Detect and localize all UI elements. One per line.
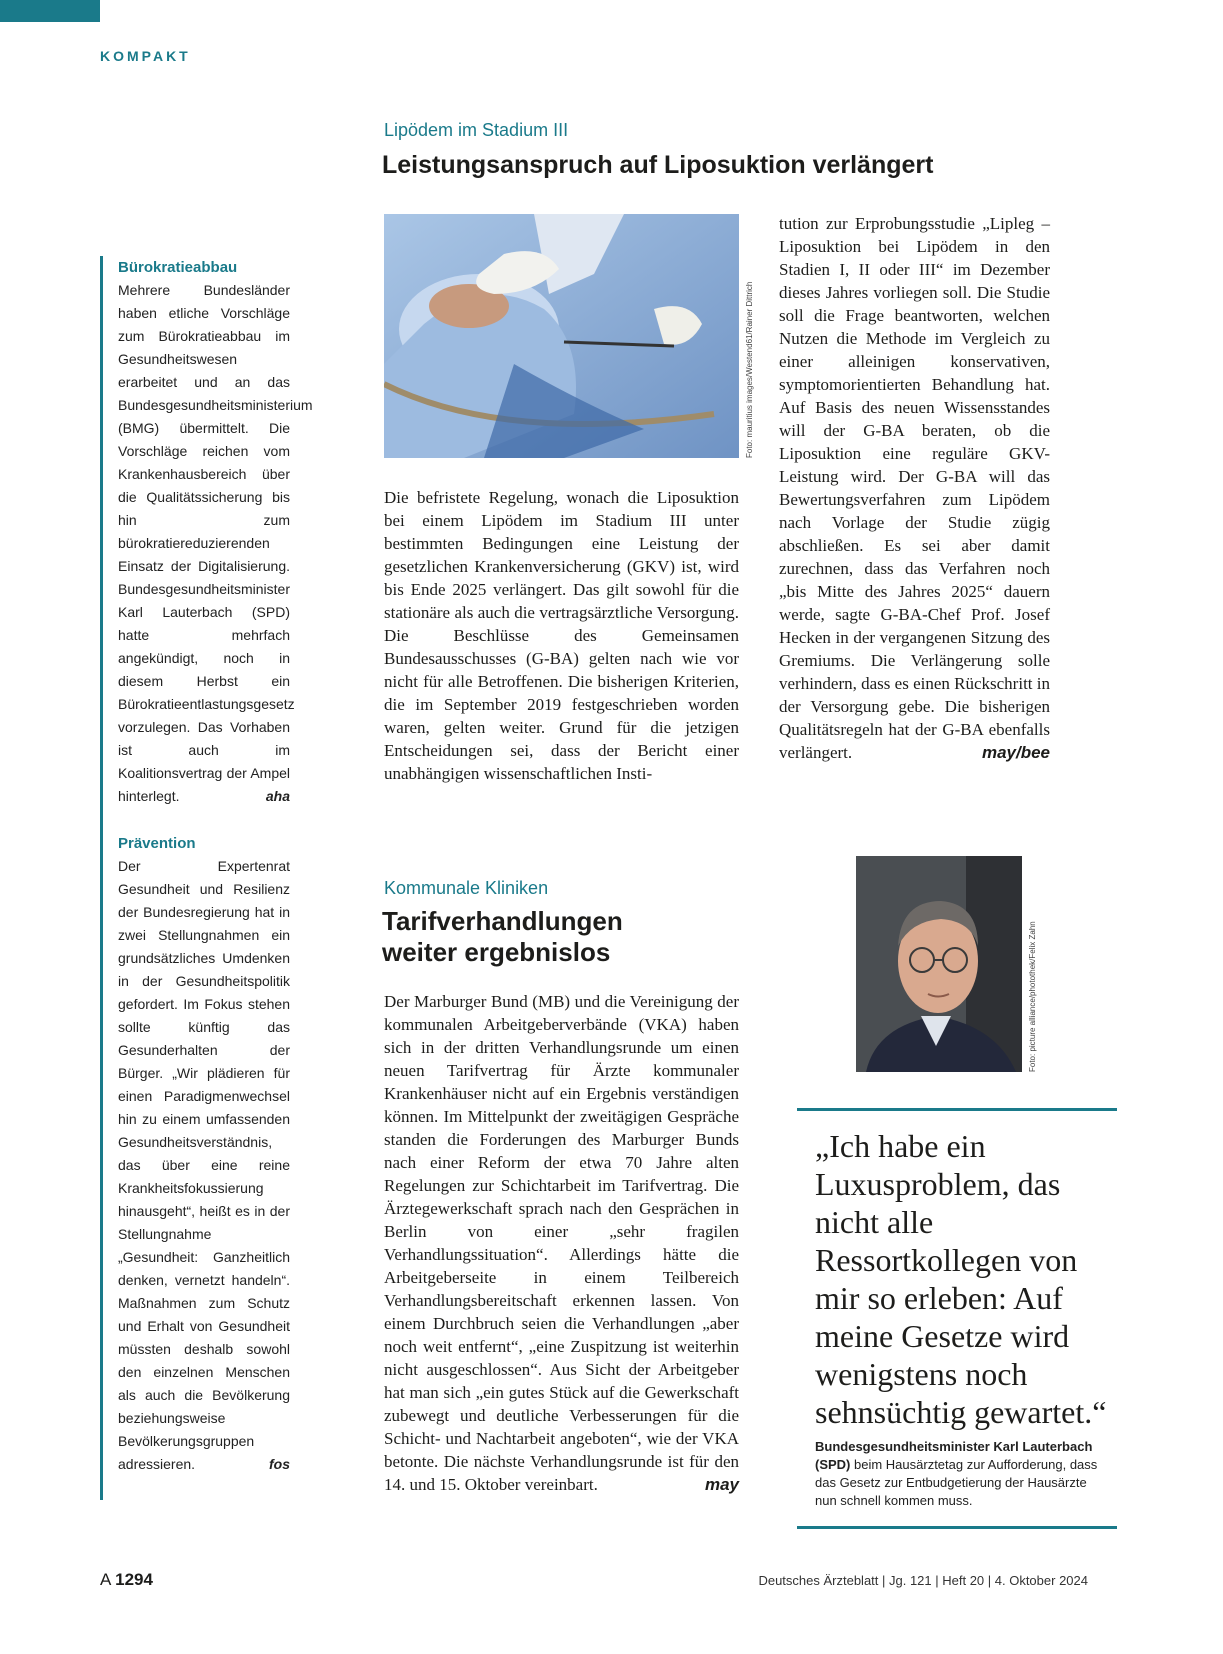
page-number	[100, 1570, 153, 1590]
sidebar-block-title: Bürokratieabbau	[118, 259, 238, 276]
quote-text: „Ich habe ein Luxusproblem, das nicht alle Ressortkollegen von mir so erleben: Auf meine Gesetze wird wenigstens noch sehnsüchtig gewartet.“	[815, 1128, 1107, 1430]
article1-kicker: Lipödem im Stadium III	[384, 120, 569, 140]
sidebar-block-body: Der Expertenrat Gesundheit und Resilienz der Bundesregierung hat in zwei Stellungnahmen ein grundsätzliches Umdenken in der Gesundheitspolitik gefordert. Im Fokus stehen sollte künftig das Gesunderhalten der Bürger. „Wir plädieren für einen Paradigmenwechsel hin zu einem umfassenden Gesundheitsverständnis, das über eine reine Krankheitsfokussierung hinausgeht“, heißt es in der Stellungnahme „Gesundheit: Ganzheitlich denken, vernetzt handeln“. Maßnahmen zum Schutz und Erhalt von Gesundheit müssten deshalb sowohl den einzelnen Menschen als auch die Bevölkerung beziehungsweise Bevölkerungsgruppen adressieren.	[118, 858, 290, 1472]
article1-column-1: Die befristete Regelung, wonach die Liposuktion bei einem Lipödem im Stadium III unter bestimmten Bedingungen eine Leistung der gesetzlichen Krankenversicherung (GKV) ist, wird bis Ende 2025 verlängert. Das gilt sowohl für die stationäre als auch die vertragsärztliche Versorgung. Die Beschlüsse des Gemeinsamen Bundesausschusses (G-BA) gelten nach wie vor nicht für alle Betroffenen. Die bisherigen Kriterien, die im September 2019 festgeschrieben worden waren, gelten weiter. Grund für die jetzigen Entscheidungen sei, dass der Bericht einer unabhängigen wissenschaftlichen Insti-	[384, 488, 739, 783]
page-number-value: 1294	[115, 1570, 153, 1589]
article1-column-2	[779, 212, 1050, 764]
portrait-photo	[856, 856, 1022, 1072]
section-tag: KOMPAKT	[100, 48, 191, 64]
article2-headline-line: weiter ergebnislos	[382, 937, 611, 967]
quote-caption	[815, 1438, 1105, 1510]
article2-kicker: Kommunale Kliniken	[384, 878, 549, 898]
portrait-illustration	[856, 856, 1022, 1072]
sidebar-block-text	[118, 855, 290, 1476]
photo-credit: Foto: picture alliance/photothek/Felix Zahn	[1028, 921, 1037, 1072]
author-signature: may/bee	[981, 743, 1050, 762]
quote-caption-person: Bundesgesundheitsminister Karl Lauterbach (SPD)	[815, 1439, 1093, 1472]
sidebar	[100, 256, 313, 1500]
article1-column-2-text: tution zur Erprobungsstudie „Lipleg – Liposuktion bei Lipödem in den Stadien I, II oder III“ im Dezember dieses Jahres vorliegen soll. Die Studie soll die Frage beantworten, welchen Nutzen die Methode im Vergleich zu einer alleinigen konservativen, symptomorientierten Behandlung hat. Auf Basis des neuen Wissensstandes will der G-BA beraten, ob die Liposuktion eine reguläre GKV-Leistung wird. Der G-BA will das Bewertungsverfahren zum Lipödem nach Vorlage der Studie zügig abschließen. Es sei aber damit zurechnen, dass das Verfahren noch „bis Mitte des Jahres 2025“ dauern werde, sagte G-BA-Chef Prof. Josef Hecken in der vergangenen Sitzung des Gremiums. Die Verlängerung solle verhindern, dass es einen Rückschritt in der Versorgung gebe. Die bisherigen Qualitätsregeln hat der G-BA ebenfalls verlängert.	[779, 214, 1050, 762]
author-signature: may	[704, 1475, 739, 1494]
article1-headline: Leistungsanspruch auf Liposuktion verlängert	[382, 151, 934, 179]
sidebar-block-title: Prävention	[118, 835, 196, 852]
header-color-bar	[0, 0, 100, 22]
sidebar-block-body: Mehrere Bundesländer haben etliche Vorschläge zum Bürokratieabbau im Gesundheitswesen erarbeitet und an das Bundesgesundheitsministerium (BMG) übermittelt. Die Vorschläge reichen vom Krankenhausbereich über die Qualitätssicherung bis hin zum bürokratiereduzierenden Einsatz der Digitalisierung. Bundesgesundheitsminister Karl Lauterbach (SPD) hatte mehrfach angekündigt, noch in diesem Herbst ein Bürokratieentlastungsgesetz vorzulegen. Das Vorhaben ist auch im Koalitionsvertrag der Ampel hinterlegt.	[118, 282, 313, 804]
article2-body-text: Der Marburger Bund (MB) und die Vereinigung der kommunalen Arbeitgeberverbände (VKA) haben sich in der dritten Verhandlungsrunde um einen neuen Tarifvertrag für Ärzte kommunaler Krankenhäuser nicht auf ein Ergebnis verständigen können. Im Mittelpunkt der zweitägigen Gespräche standen die Forderungen des Marburger Bunds nach einer Reform der etwa 70 Jahre alten Regelungen zur Schichtarbeit im Tarifvertrag. Die Ärztegewerkschaft sprach nach den Gesprächen in Berlin von einer „sehr fragilen Verhandlungssituation“. Allerdings hätte die Arbeitgeberseite in einem Teilbereich Verhandlungsbereitschaft erkennen lassen. Von einem Durchbruch seien die Verhandlungen „aber noch weit entfernt“, „eine Zuspitzung ist weiterhin nicht ausgeschlossen“. Aus Sicht der Arbeitgeber hat man sich „ein gutes Stück auf die Gewerkschaft zubewegt und deutliche Verbesserungen für die Schicht- und Nachtarbeit angeboten“, wie der VKA betonte. Die nächste Verhandlungsrunde ist für den 14. und 15. Oktober vereinbart.	[384, 992, 739, 1494]
quote-caption-rest: beim Hausärztetag zur Aufforderung, dass das Gesetz zur Entbudgetierung der Hausärzte nun schnell kommen muss.	[815, 1457, 1098, 1508]
author-signature: fos	[269, 1456, 290, 1472]
page-prefix: A	[100, 1570, 111, 1589]
author-signature: aha	[265, 788, 290, 804]
sidebar-block-praevention	[118, 832, 290, 1476]
photo-credit: Foto: mauritius images/Westend61/Rainer Dittrich	[745, 281, 754, 458]
quote-rule-top	[797, 1108, 1117, 1111]
sidebar-block-text	[118, 279, 313, 808]
liposuction-photo	[384, 214, 739, 458]
article2-headline-line: Tarifverhandlungen	[382, 906, 623, 936]
journal-info: Deutsches Ärzteblatt | Jg. 121 | Heft 20 | 4. Oktober 2024	[758, 1573, 1088, 1588]
article2-body	[384, 990, 739, 1496]
quote-rule-bottom	[797, 1526, 1117, 1529]
sidebar-block-buerokratieabbau	[118, 256, 313, 808]
article2-headline	[382, 906, 623, 968]
liposuction-illustration	[384, 214, 739, 458]
